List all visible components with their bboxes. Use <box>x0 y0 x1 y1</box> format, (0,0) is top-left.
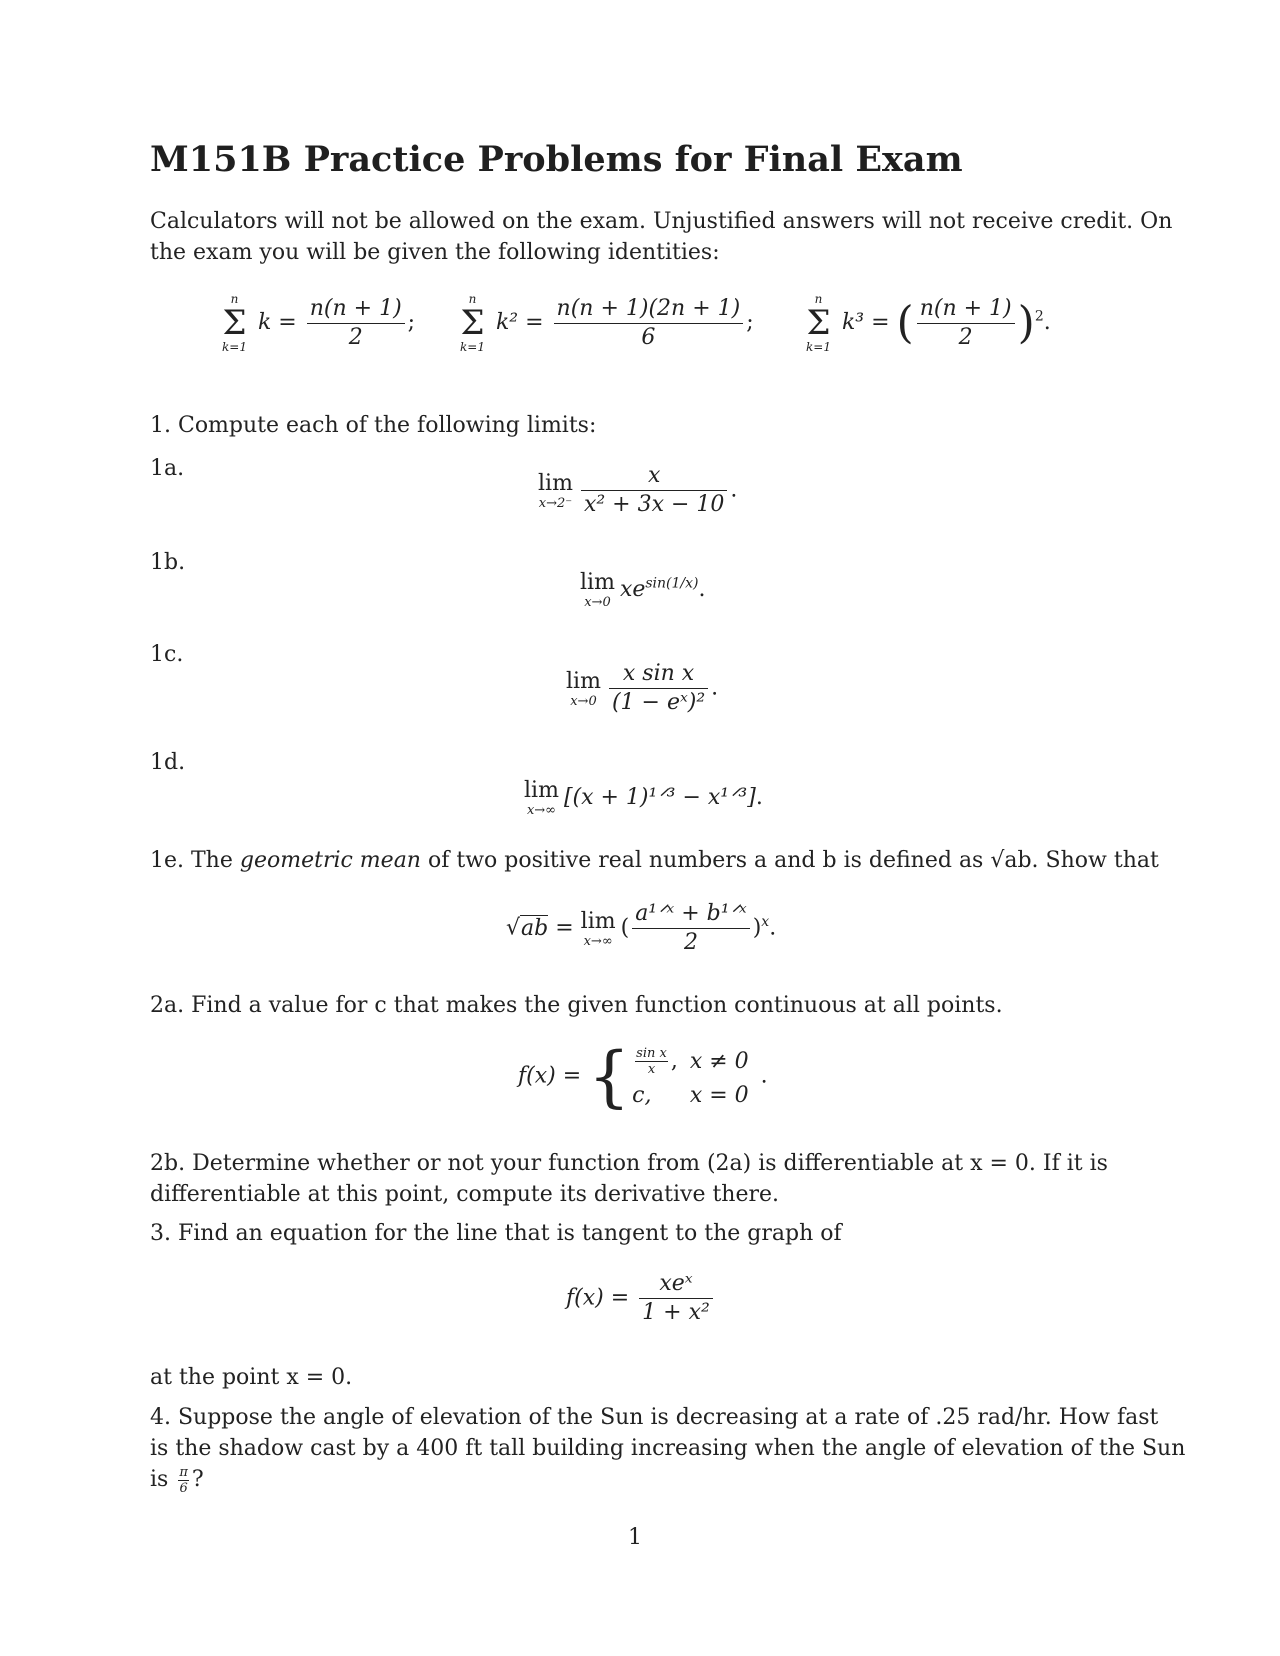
problem-2a-equation: f(x) = { $\frac{\text{sin x}}{x}$ , x ≠ 0 c, x = 0. <box>518 1038 768 1115</box>
problem-1a-label: 1a. <box>150 456 185 481</box>
identity-sum-k-squared: n Σ k=1 k² = $\frac{n(n + 1)(2n + 1)}{6}$ ; <box>460 292 754 354</box>
sigma-symbol: n Σ k=1 <box>222 292 247 354</box>
problem-3-after: at the point x = 0. <box>150 1365 353 1390</box>
identity-2-fraction: $\frac{n(n + 1)(2n + 1)}{6}$ <box>554 295 744 352</box>
problem-1a-equation: lim x→2⁻ $\frac{x}{\text{x² + 3x − 10}}$ . <box>538 463 738 517</box>
pi-over-six-fraction: $\frac{\pi}{6}$ <box>179 1464 188 1496</box>
page-title: M151B Practice Problems for Final Exam <box>150 139 963 180</box>
problem-3-equation: f(x) = $\frac{\text{xeˣ}}{\text{1 + x²}}$ <box>566 1270 716 1327</box>
problem-1e-text: 1e. The geometric mean of two positive real numbers a and b is defined as √ab. Show that <box>150 848 1159 873</box>
piecewise-cases: $\frac{\text{sin x}}{x}$ , x ≠ 0 c, x = 0 <box>632 1045 749 1108</box>
problem-2b-text: 2b. Determine whether or not your function from (2a) is differentiable at x = 0. If it is differentiable at this point, compute its derivative there. <box>150 1151 1108 1207</box>
sigma-symbol: n Σ k=1 <box>806 292 831 354</box>
sigma-symbol: n Σ k=1 <box>460 292 485 354</box>
identity-3-fraction: $\frac{n(n + 1)}{2}$ <box>917 295 1015 352</box>
identity-sum-k-cubed: n Σ k=1 k³ = ( $\frac{n(n + 1)}{2}$ )$^2$. <box>806 292 1051 354</box>
intro-line-1: Calculators will not be allowed on the exam. Unjustified answers will not receive credit. On <box>150 209 1173 234</box>
identity-1-fraction: $\frac{n(n + 1)}{2}$ <box>307 295 405 352</box>
problem-1-heading: 1. Compute each of the following limits: <box>150 413 597 438</box>
page-number: 1 <box>628 1525 642 1550</box>
problem-4-text: 4. Suppose the angle of elevation of the Sun is decreasing at a rate of .25 rad/hr. How fast is the shadow cast by a 400 ft tall building increasing when the angle of elevation of the Sun is $\frac{\pi}{6}$ ? <box>150 1405 1186 1496</box>
intro-paragraph <box>150 206 1172 268</box>
problem-1d-label: 1d. <box>150 750 186 775</box>
identity-sum-k: n Σ k=1 k = $\frac{n(n + 1)}{2}$ ; <box>222 292 416 354</box>
problem-1b-equation: lim x→0 $xe^{sin(1/x)}$. <box>580 570 706 610</box>
problem-3-text: 3. Find an equation for the line that is tangent to the graph of <box>150 1221 842 1246</box>
problem-1b-label: 1b. <box>150 550 186 575</box>
problem-1e-equation: √ab = lim x→∞ ( $\frac{\text{a¹ᐟˣ + b¹ᐟˣ}}{2}$ )$^x$. <box>506 901 777 955</box>
problem-2a-text: 2a. Find a value for c that makes the given function continuous at all points. <box>150 993 1003 1018</box>
problem-1d-equation: lim x→∞ [(x + 1)¹ᐟ³ − x¹ᐟ³]. <box>524 778 763 818</box>
problem-1c-equation: lim x→0 $\frac{\text{x sin x}}{\text{(1 − eˣ)²}}$ . <box>566 661 719 715</box>
intro-line-2: the exam you will be given the following identities: <box>150 240 720 265</box>
problem-1c-label: 1c. <box>150 642 184 667</box>
geometric-mean-term: geometric mean <box>239 848 421 873</box>
